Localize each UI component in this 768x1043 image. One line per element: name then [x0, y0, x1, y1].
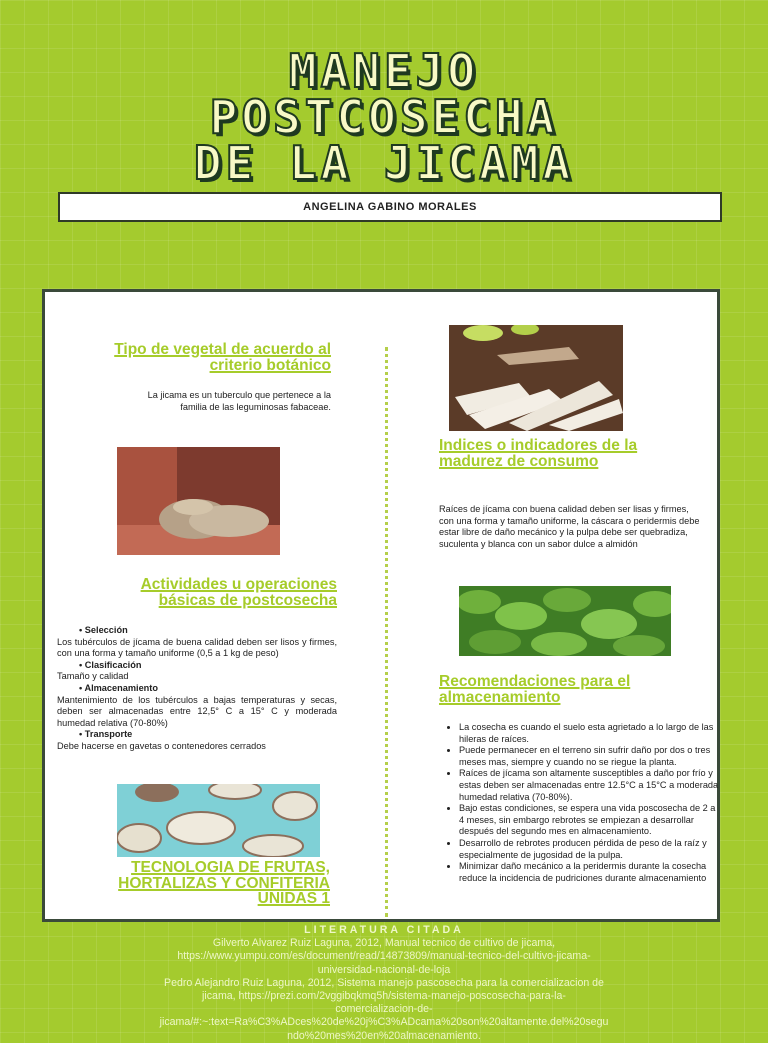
list-item: • Minimizar daño mecánico a la peridermis durante la cosecha reduce la incidencia de pudriciones durante almacenamiento: [459, 861, 721, 884]
reference-line: jicama, https://prezi.com/2vggibqkmq5h/sistema-manejo-poscosecha-para-la-: [202, 990, 566, 1003]
text-transporte: Debe hacerse en gavetas o contenedores cerrados: [57, 740, 266, 751]
title-line-3: DE LA JICAMA: [193, 136, 575, 190]
label-clasificacion: • Clasificación: [79, 659, 142, 670]
whole-jicama-image: [117, 447, 280, 555]
indices-text: Raíces de jícama con buena calidad deben ser lisas y firmes, con una forma y tamaño uniforme, la cáscara o peridermis debe estar libre de daño mecánico y la pulpa debe ser quebradiza, suculenta y blanca con un sabor dulce a almidón: [439, 504, 700, 549]
references: [0, 924, 768, 1043]
list-item: • Puede permanecer en el terreno sin sufrir daño por dos o tres meses mas, siempre y cuando no se riegue la planta.: [459, 745, 721, 768]
photo-jicama-sticks: [449, 325, 623, 431]
reference-line: ndo%20mes%20en%20almacenamiento.: [287, 1029, 481, 1042]
photo-sliced-jicama: [117, 784, 320, 857]
reference-line: Pedro Alejandro Ruiz Laguna, 2012, Sistema manejo pascosecha para la comercializacion de: [164, 976, 604, 989]
title-line-1: MANEJO: [288, 44, 480, 98]
reference-line: Gilverto Alvarez Ruiz Laguna, 2012, Manual tecnico de cultivo de jicama,: [212, 937, 556, 950]
label-almacenamiento: • Almacenamiento: [79, 682, 158, 693]
heading-actividades: Actividades u operaciones básicas de postcosecha: [140, 576, 337, 609]
list-item: • Bajo estas condiciones, se espera una vida poscosecha de 2 a 4 meses, sin embargo rebrotes se empiezan a desarrollar después del segundo mes en almacenamiento.: [459, 803, 721, 838]
text-seleccion: Los tubérculos de jícama de buena calidad deben ser lisos y firmes, con una forma y tamaño uniforme (0,5 a 1 kg de peso): [57, 636, 337, 659]
photo-whole-jicama: [117, 447, 280, 555]
heading-tipo-vegetal: Tipo de vegetal de acuerdo al criterio botánico: [114, 341, 331, 374]
author-box: ANGELINA GABINO MORALES: [58, 192, 722, 222]
text-clasificacion: Tamaño y calidad: [57, 671, 129, 682]
heading-recomendaciones: Recomendaciones para el almacenamiento: [439, 673, 631, 706]
actividades-list: [57, 625, 337, 753]
label-transporte: • Transporte: [79, 729, 133, 740]
list-item: • La cosecha es cuando el suelo esta agrietado a lo largo de las hileras de raíces.: [459, 722, 721, 745]
title-line-2: POSTCOSECHA: [209, 90, 559, 144]
sliced-jicama-image: [117, 784, 320, 857]
content-panel: [42, 289, 720, 922]
heading-footer-course: TECNOLOGIA DE FRUTAS, HORTALIZAS Y CONFITERIA UNIDAS 1: [118, 859, 330, 907]
recomendaciones-list: [445, 722, 721, 884]
dotted-divider: [385, 347, 388, 917]
reference-line: universidad-nacional-de-loja: [317, 963, 451, 976]
list-item: • Desarrollo de rebrotes producen pérdida de peso de la raíz y especialmente de jugosidad de la pulpa.: [459, 838, 721, 861]
reference-line: jicama/#:~:text=Ra%C3%ADces%20de%20j%C3%ADcama%20son%20altamente.del%20segu: [159, 1016, 609, 1029]
heading-indices: Indices o indicadores de la madurez de consumo: [439, 437, 638, 470]
jicama-sticks-image: [449, 325, 623, 431]
text-almacenamiento: Mantenimiento de los tubérculos a bajas temperaturas y secas, deben ser almacenadas entre 12,5° C a 15° C y moderada humedad relativa (70-80%): [57, 694, 337, 728]
reference-line: https://www.yumpu.com/es/document/read/14873809/manual-tecnico-del-cultivo-jicama-: [177, 950, 591, 963]
photo-jicama-leaves: [459, 586, 671, 656]
references-title: LITERATURA CITADA: [304, 924, 464, 936]
list-item: • Raíces de jícama son altamente susceptibles a daño por frío y estas deben ser almacenadas entre 12.5°C a 15°C a moderada humedad relativa (70-80%).: [459, 768, 721, 803]
jicama-leaves-image: [459, 586, 671, 656]
tipo-vegetal-text: La jicama es un tuberculo que pertenece a la familia de las leguminosas fabaceae.: [147, 390, 331, 412]
label-seleccion: • Selección: [79, 625, 128, 635]
reference-line: comercializacion-de-: [335, 1003, 433, 1016]
